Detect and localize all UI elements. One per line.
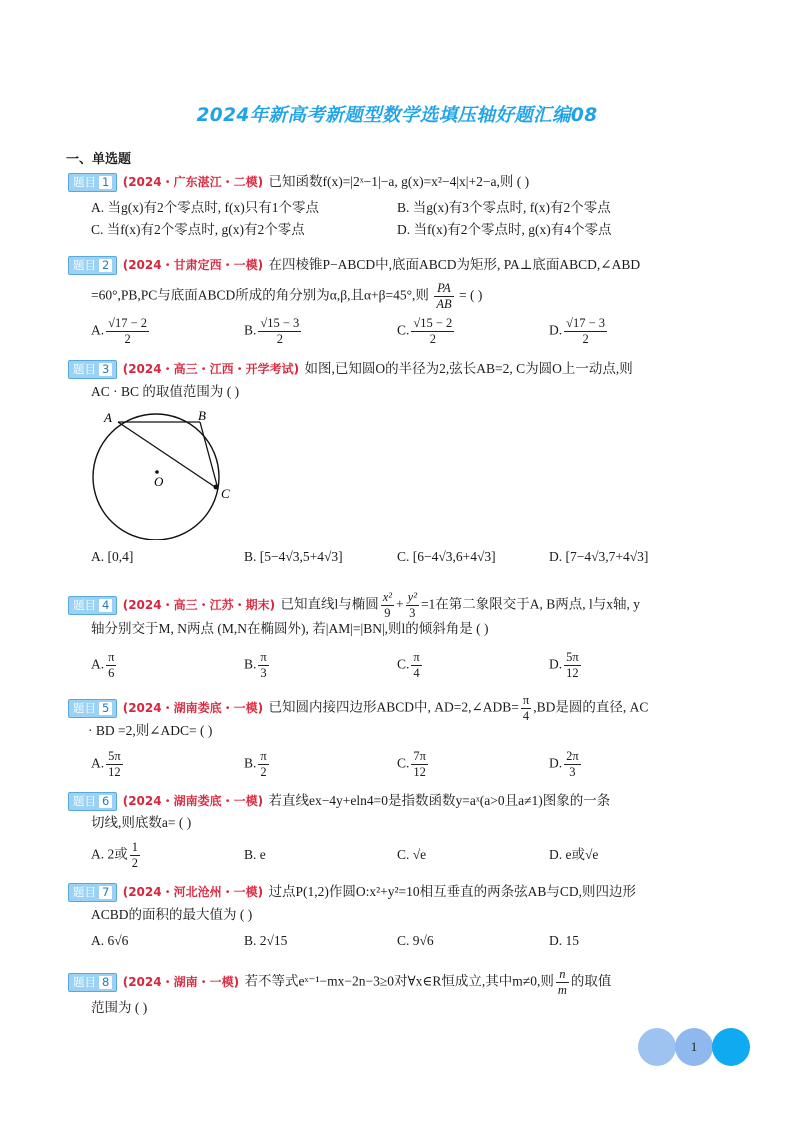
question-text-cont: AC · BC 的取值范围为 ( ) [91,384,240,399]
question-tag: 题目 3 [68,360,117,379]
option-b: B. $\frac{\pi}{3}$ [244,650,267,680]
option-d: D. 15 [549,933,579,948]
option-c: C. [6−4√3,6+4√3] [397,549,496,564]
option-c: C. √e [397,847,427,862]
question-3 [68,360,633,379]
question-source: (2024・湖南娄底・一模) [122,700,264,715]
question-text-cont: 轴分别交于M, N两点 (M,N在椭圆外), 若|AM|=|BN|,则l的倾斜角是 ( ) [91,621,489,636]
option-a: A. 6√6 [91,933,129,948]
option-b: B. [5−4√3,5+4√3] [244,549,343,564]
question-number: 4 [99,599,112,612]
question-tag: 题目 6 [68,792,117,811]
option-a: A. [0,4] [91,549,134,564]
label-o: O [154,474,164,489]
question-text: 在四棱锥P−ABCD中,底面ABCD为矩形, PA⊥底面ABCD,∠ABD [268,257,641,272]
section-heading: 一、单选题 [66,152,132,167]
fraction: $\frac{PA}{AB}$ [436,281,452,311]
question-number: 6 [99,795,112,808]
question-text-cont: 范围为 ( ) [91,1000,148,1015]
option-d: D. [7−4√3,7+4√3] [549,549,649,564]
option-c: C. 9√6 [397,933,434,948]
option-b: B. 2√15 [244,933,288,948]
question-text: 若直线ex−4y+eln4=0是指数函数y=aˣ(a>0且a≠1)图象的一条 [268,793,611,808]
option-a: A. $\frac{5\pi}{12}$ [91,749,121,779]
question-number: 7 [99,886,112,899]
option-b: B. 当g(x)有3个零点时, f(x)有2个零点 [397,200,611,215]
question-source: (2024・高三・江苏・期末) [122,597,276,612]
point-c [214,485,219,490]
question-text-cont: ACBD的面积的最大值为 ( ) [91,907,253,922]
option-a: A. $\frac{\pi}{6}$ [91,650,115,680]
option-c: C. $\frac{√15 - 2}{2}$ [397,316,453,346]
question-text-cont: · BD =2,则∠ADC= ( ) [88,723,213,738]
question-7 [68,883,636,902]
question-source: (2024・甘肃定西・一模) [122,258,264,272]
label-c: C [221,486,230,501]
question-source: (2024・湖南娄底・一模) [122,794,264,808]
question-tag: 题目 7 [68,883,117,902]
option-b: B. $\frac{√15 - 3}{2}$ [244,316,300,346]
question-source: (2024・高三・江西・开学考试) [122,362,300,376]
option-a: A. $\frac{√17 - 2}{2}$ [91,316,148,346]
label-b: B [198,408,206,423]
option-d: D. e或√e [549,847,599,862]
option-d: D. $\frac{5\pi}{12}$ [549,650,579,680]
question-number: 1 [99,176,112,189]
decor-circle [712,1028,750,1066]
question-source: (2024・河北沧州・一模) [122,885,264,899]
question-6 [68,792,610,811]
question-text-cont: =60°,PB,PC与底面ABCD所成的角分别为α,β,且α+β=45°,则 $\frac{PA}{AB}$ = ( ) [91,281,483,311]
question-tag: 题目 5 [68,699,117,718]
question-text-cont: 切线,则底数a= ( ) [91,815,192,830]
question-8: 题目 8 (2024・湖南・一模) 若不等式eˣ⁻¹−mx−2n−3≥0对∀x∈R恒成立,其中m≠0,则 $\frac{n}{m}$ 的取值 [68,967,611,998]
question-1 [68,173,529,192]
question-text: 如图,已知圆O的半径为2,弦长AB=2, C为圆O上一动点,则 [304,361,633,376]
option-d: D. 当f(x)有2个零点时, g(x)有4个零点 [397,222,612,237]
decor-circle [638,1028,676,1066]
page-number: 1 [675,1028,713,1066]
option-b: B. $\frac{\pi}{2}$ [244,749,267,779]
question-tag: 题目 8 [68,973,117,992]
question-2 [68,256,640,275]
question-source: (2024・广东湛江・二模) [122,175,264,189]
question-text: 过点P(1,2)作圆O:x²+y²=10相互垂直的两条弦AB与CD,则四边形 [268,884,637,899]
question-number: 2 [99,259,112,272]
question-number: 3 [99,363,112,376]
question-tag: 题目 2 [68,256,117,275]
option-c: C. $\frac{7\pi}{12}$ [397,749,426,779]
question-tag: 题目 1 [68,173,117,192]
question-text: 已知函数f(x)=|2ˣ−1|−a, g(x)=x²−4|x|+2−a,则 ( ) [268,174,530,189]
question-source: (2024・湖南・一模) [122,974,240,989]
label-a: A [104,410,112,425]
option-a: A. 当g(x)有2个零点时, f(x)只有1个零点 [91,200,319,215]
question-5: 题目 5 (2024・湖南娄底・一模) 已知圆内接四边形ABCD中, AD=2,∠ADB= $\frac{\pi}{4}$ ,BD是圆的直径, AC [68,693,648,724]
question-number: 5 [99,702,112,715]
option-d: D. $\frac{2\pi}{3}$ [549,749,579,779]
question-number: 8 [99,976,112,989]
page-title: 2024年新高考新题型数学选填压轴好题汇编08 [196,105,598,126]
option-d: D. $\frac{√17 - 3}{2}$ [549,316,606,346]
circle-diagram [85,405,245,540]
option-a: A. 2或 $\frac{1}{2}$ [91,840,138,870]
option-c: C. $\frac{\pi}{4}$ [397,650,420,680]
question-tag: 题目 4 [68,596,117,615]
option-b: B. e [244,847,266,862]
option-c: C. 当f(x)有2个零点时, g(x)有2个零点 [91,222,305,237]
question-4: 题目 4 (2024・高三・江苏・期末) 已知直线l与椭圆 $\frac{\text{x²}}{9}$ + $\frac{\text{y²}}{3}$ =1在第二象限交于A, B两点, l与x轴, y [68,590,640,621]
